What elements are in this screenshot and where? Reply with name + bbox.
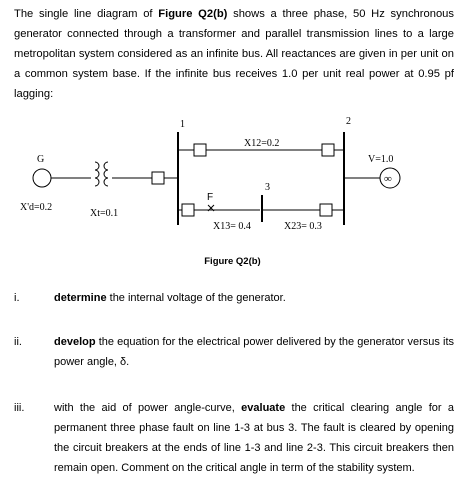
- line-12-reactance: X12=0.2: [244, 138, 280, 149]
- question-verb: determine: [54, 292, 107, 304]
- question-verb: evaluate: [241, 402, 286, 414]
- intro-text-2: shows a three phase, 50 Hz synchronous generator connected through a transformer and parallel transmission lines to a large metropolitan system considered as an infinite bus. All reactances are given in per unit on a common system base. If the infinite bus receives 1.0 per unit real power at 0.95 pf lagging:: [14, 8, 454, 100]
- question-prefix: with the aid of power angle-curve,: [54, 402, 242, 414]
- breaker-13-a: [182, 204, 194, 216]
- question-verb: develop: [54, 336, 96, 348]
- figure-caption: Figure Q2(b): [204, 256, 261, 267]
- question-ii: [14, 332, 454, 372]
- question-number: ii.: [14, 336, 22, 348]
- transformer-reactance: Xt=0.1: [90, 208, 119, 219]
- line-23-reactance: X23= 0.3: [284, 221, 322, 232]
- breaker-12-b: [322, 144, 334, 156]
- line-13-reactance: X13= 0.4: [213, 221, 251, 232]
- generator-reactance: X'd=0.2: [20, 202, 53, 213]
- question-text: the internal voltage of the generator.: [106, 292, 286, 304]
- bus-3-label: 3: [265, 182, 270, 193]
- breaker-12-a: [194, 144, 206, 156]
- intro-text-1: The single line diagram of: [14, 8, 159, 20]
- transformer-primary-coil: [95, 162, 99, 186]
- question-number: iii.: [14, 402, 25, 414]
- generator-label: G: [37, 154, 45, 165]
- question-i: [14, 288, 454, 308]
- fault-label: F: [207, 192, 214, 203]
- breaker-gen-side: [152, 172, 164, 184]
- question-text: the equation for the electrical power delivered by the generator versus its power angle, δ.: [54, 336, 454, 368]
- question-number: i.: [14, 292, 20, 304]
- generator-symbol: [33, 169, 51, 187]
- infinity-icon: ∞: [384, 173, 392, 185]
- question-iii: [14, 398, 454, 478]
- figure-reference: Figure Q2(b): [158, 8, 228, 20]
- infinite-bus-voltage: V=1.0: [368, 154, 394, 165]
- question-text: the critical clearing angle for a permanent three phase fault on line 1-3 at bus 3. The fault is cleared by opening the circuit breakers at the ends of line 1-3 and line 2-3. This circuit breakers then remain open. Comment on the critical angle in term of the stability system.: [54, 402, 454, 474]
- single-line-diagram: [0, 110, 465, 250]
- transformer-secondary-coil: [104, 162, 108, 186]
- bus-1-label: 1: [180, 119, 185, 130]
- problem-statement: [14, 4, 454, 104]
- breaker-23-b: [320, 204, 332, 216]
- bus-2-label: 2: [346, 116, 351, 127]
